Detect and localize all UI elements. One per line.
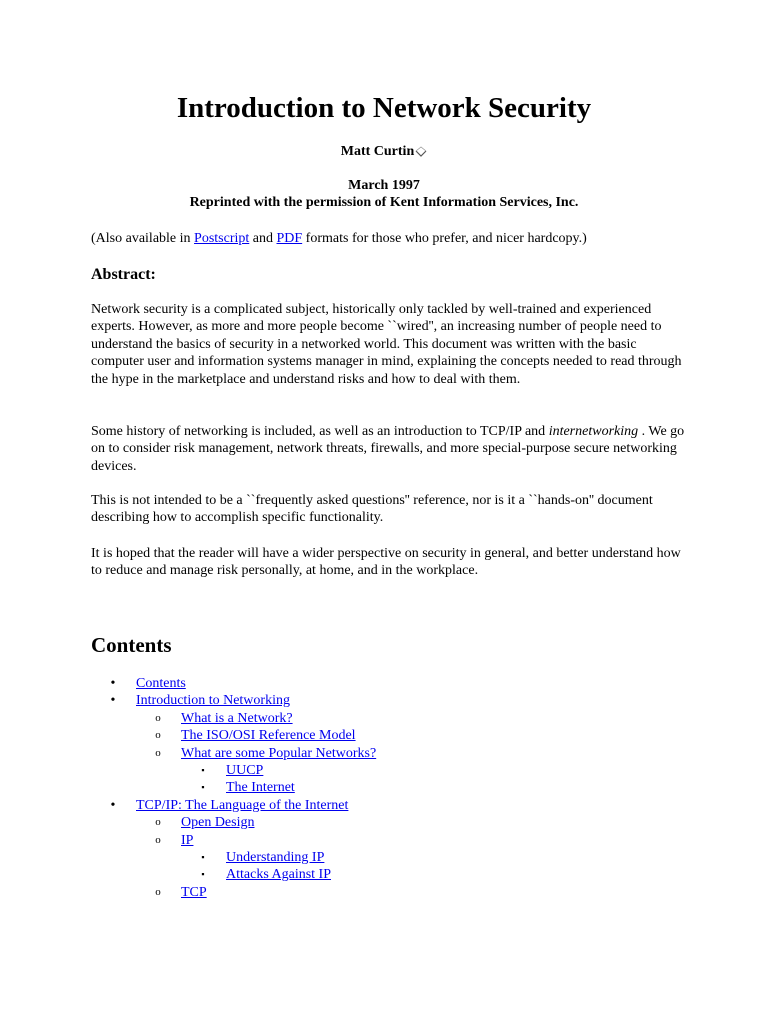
toc-link[interactable]: Contents <box>136 676 186 691</box>
toc-bullet-level-2: o <box>155 711 161 724</box>
availability-note <box>91 230 587 248</box>
toc-item <box>91 675 376 692</box>
toc-bullet-level-3: ▪ <box>201 851 205 862</box>
toc-item <box>91 866 376 883</box>
paragraph-2-text-a: Some history of networking is included, as well as an introduction to TCP/IP and <box>91 424 549 439</box>
availability-suffix: formats for those who prefer, and nicer hardcopy.) <box>302 231 587 246</box>
toc-link[interactable]: UUCP <box>226 762 264 778</box>
toc-bullet-level-3: ▪ <box>201 764 205 775</box>
toc-item <box>91 814 376 831</box>
toc-link[interactable]: TCP/IP: The Language of the Internet <box>136 797 349 813</box>
toc-item <box>91 692 376 709</box>
page-title: Introduction to Network Security <box>176 92 592 124</box>
toc-item <box>91 762 376 779</box>
toc-bullet-level-1: • <box>110 693 116 709</box>
toc-link[interactable]: TCP <box>181 884 207 900</box>
toc-link[interactable]: Open Design <box>181 815 255 831</box>
availability-and: and <box>249 231 277 246</box>
toc-bullet-level-1: • <box>110 676 116 691</box>
toc-item <box>91 710 376 727</box>
abstract-heading: Abstract: <box>91 266 156 283</box>
toc-bullet-level-2: o <box>155 833 161 846</box>
toc-item <box>91 849 376 866</box>
toc-bullet-level-2: o <box>155 816 161 829</box>
toc-bullet-level-3: ▪ <box>201 869 205 880</box>
toc-link[interactable]: IP <box>181 832 194 848</box>
toc-bullet-level-3: ▪ <box>201 782 205 793</box>
abstract-paragraph-2 <box>91 423 691 475</box>
publication-date: March 1997 <box>348 178 420 193</box>
date-block <box>91 177 677 211</box>
toc-link[interactable]: Introduction to Networking <box>136 693 290 709</box>
toc-item <box>91 745 376 762</box>
toc-bullet-level-2: o <box>155 729 161 742</box>
toc-link[interactable]: Attacks Against IP <box>226 867 331 883</box>
toc-link[interactable]: The ISO/OSI Reference Model <box>181 728 356 744</box>
abstract-paragraph-3: This is not intended to be a ``frequently asked questions'' reference, nor is it a ``hands-on'' document describing how to accomplish specific functionality. <box>91 493 653 526</box>
author-line <box>91 143 677 161</box>
availability-prefix: (Also available in <box>91 231 195 246</box>
abstract-paragraph-4: It is hoped that the reader will have a wider perspective on security in general, and better understand how to reduce and manage risk personally, at home, and in the workplace. <box>91 546 681 579</box>
diamond-icon <box>415 146 427 158</box>
toc-item <box>91 832 376 849</box>
toc-link[interactable]: What are some Popular Networks? <box>181 745 377 761</box>
postscript-link[interactable]: Postscript <box>194 231 250 246</box>
toc-link[interactable]: What is a Network? <box>181 710 293 726</box>
table-of-contents <box>91 675 376 901</box>
toc-item <box>91 797 376 814</box>
abstract-paragraph-1: Network security is a complicated subject, historically only tackled by well-trained and experienced experts. However, as more and more people become ``wired'', an increasing number of people need to understand the basics of security in a networked world. This document was written with the basic computer user and information systems manager in mind, explaining the concepts needed to read through the hype in the marketplace and understand risks and how to deal with them. <box>91 302 682 387</box>
toc-bullet-level-1: • <box>110 797 116 813</box>
author-name: Matt Curtin <box>340 144 415 159</box>
internetworking-term: internetworking <box>548 424 639 439</box>
toc-item <box>91 884 376 901</box>
toc-bullet-level-2: o <box>155 746 161 759</box>
reprint-notice: Reprinted with the permission of Kent Information Services, Inc. <box>189 195 579 210</box>
toc-item <box>91 779 376 796</box>
toc-link[interactable]: The Internet <box>226 780 295 796</box>
toc-link[interactable]: Understanding IP <box>226 849 325 865</box>
paragraph-2-text-b: . We go on to consider risk management, network threats, firewalls, and more special-purpose secure networking devices. <box>91 424 685 474</box>
toc-item <box>91 727 376 744</box>
contents-heading: Contents <box>91 633 172 657</box>
pdf-link[interactable]: PDF <box>276 231 303 246</box>
toc-bullet-level-2: o <box>155 885 161 898</box>
